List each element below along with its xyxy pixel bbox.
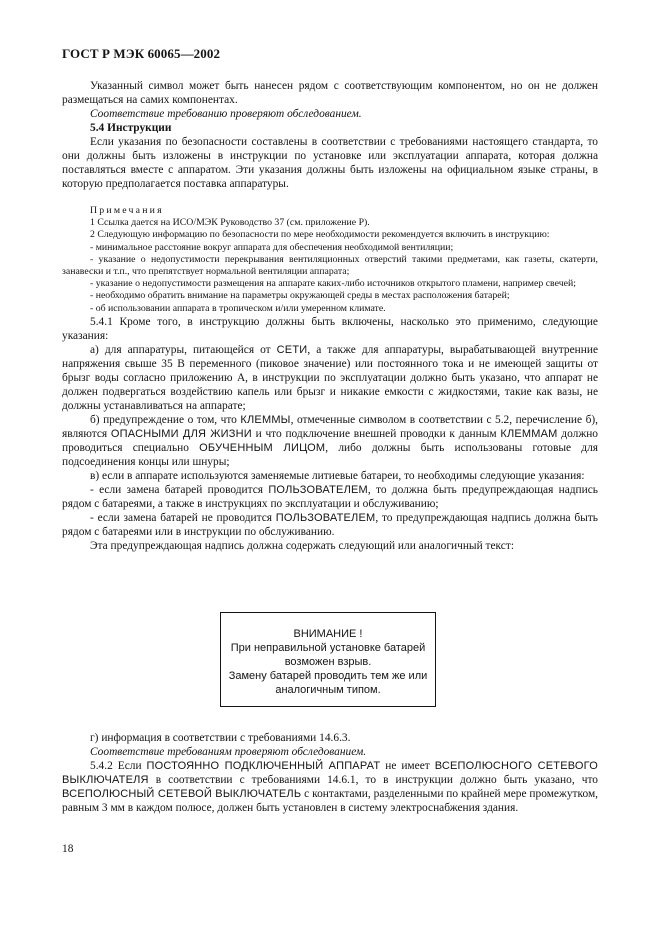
warning-line: аналогичным типом. xyxy=(275,684,381,696)
instructions-paragraph: Если указания по безопасности составлены в соответствии с требованиями настоящего стандарта, то они должны быть изложены в инструкции по установке или эксплуатации аппарата, которая должна поставляться вместе с аппаратом. Эти указания должны быть изложены на официальном языке страны, в которую предполагается поставка аппаратуры. xyxy=(62,136,598,190)
warning-line: При неправильной установке батарей xyxy=(230,642,426,654)
note-item: - об использовании аппарата в тропическом и/или умеренном климате. xyxy=(90,302,386,314)
item-v-dash-2: - если замена батарей не проводится ПОЛЬЗОВАТЕЛЕМ, то предупреждающая надпись должна быть рядом с батареями или в инструкции по обслуживанию. xyxy=(62,511,598,538)
term-instructed-person: ОБУЧЕННЫМ ЛИЦОМ xyxy=(199,441,326,454)
note-1: 1 Ссылка дается на ИСО/МЭК Руководство 37 (см. приложение Р). xyxy=(90,217,370,229)
page-number: 18 xyxy=(62,843,74,855)
upper-text-block xyxy=(62,79,598,553)
note-item: - необходимо обратить внимание на параметры окружающей среды в местах расположения батарей; xyxy=(90,290,510,302)
item-v: в) если в аппарате используются заменяемые литиевые батареи, то необходимы следующие указания: xyxy=(90,469,585,482)
paragraph-5-4-2: 5.4.2 Если ПОСТОЯННО ПОДКЛЮЧЕННЫЙ АППАРАТ не имеет ВСЕПОЛЮСНОГО СЕТЕВОГО ВЫКЛЮЧАТЕЛЯ в соответствии с требованиями 14.6.1, то в инструкции должно быть указано, что ВСЕПОЛЮСНЫЙ СЕТЕВОЙ ВЫКЛЮЧАТЕЛЬ с контактами, разделенными по крайней мере промежутком, равным 3 мм в каждом полюсе, должен быть установлен в систему электроснабжения здания. xyxy=(62,760,598,814)
symbol-paragraph: Указанный символ может быть нанесен рядом с соответствующим компонентом, но он не должен размещаться на самих компонентах. xyxy=(62,80,598,106)
term-permanently-connected: ПОСТОЯННО ПОДКЛЮЧЕННЫЙ АППАРАТ xyxy=(146,760,381,772)
note-2: 2 Следующую информацию по безопасности по мере необходимости рекомендуется включить в инструкцию: xyxy=(90,229,550,241)
item-g: г) информация в соответствии с требованиями 14.6.3. xyxy=(90,732,351,744)
notes-title: Примечания xyxy=(90,205,164,216)
warning-intro: Эта предупреждающая надпись должна содержать следующий или аналогичный текст: xyxy=(90,539,515,552)
warning-title: ВНИМАНИЕ ! xyxy=(293,628,363,640)
term-terminals: КЛЕММЫ xyxy=(240,413,291,426)
term-user: ПОЛЬЗОВАТЕЛЕМ xyxy=(268,483,368,496)
term-hazardous-live: ОПАСНЫМИ ДЛЯ ЖИЗНИ xyxy=(110,427,252,440)
note-item: - указание о недопустимости размещения на аппарате каких-либо источников открытого пламени, например свечей; xyxy=(90,278,576,290)
section-heading-5-4: 5.4 Инструкции xyxy=(90,122,172,134)
item-b: б) предупреждение о том, что КЛЕММЫ, отмеченные символом в соответствии с 5.2, перечисление б), являются ОПАСНЫМИ ДЛЯ ЖИЗНИ и что подключение внешней проводки к данным КЛЕММАМ должно проводиться специально ОБУЧЕННЫМ ЛИЦОМ, либо должны быть использованы готовые для подсоединения концы или шнуры; xyxy=(62,413,599,468)
standard-header: ГОСТ Р МЭК 60065—2002 xyxy=(62,46,221,61)
warning-line: Замену батарей проводить тем же или xyxy=(228,670,428,682)
term-mains: СЕТИ xyxy=(276,343,308,356)
term-user: ПОЛЬЗОВАТЕЛЕМ xyxy=(275,511,376,524)
lower-text-block xyxy=(62,731,598,815)
term-all-pole-switch-nom: ВСЕПОЛЮСНЫЙ СЕТЕВОЙ ВЫКЛЮЧАТЕЛЬ xyxy=(62,788,302,800)
item-v-dash-1: - если замена батарей проводится ПОЛЬЗОВАТЕЛЕМ, то должна быть предупреждающая надпись рядом с батареями, а также в инструкциях по эксплуатации и обслуживанию; xyxy=(62,483,598,510)
term-terminals-dative: КЛЕММАМ xyxy=(500,427,558,440)
item-a: а) для аппаратуры, питающейся от СЕТИ, а также для аппаратуры, вырабатывающей внутренние напряжения свыше 35 В переменного (пиковое значение) или постоянного тока и не имеющей защиты от брызг воды согласно приложению А, в инструкции по эксплуатации должно быть указано, что аппарат не должен подвергаться воздействию капель или брызг и никакие емкости с жидкостями, такие как вазы, не должны устанавливаться на аппарате; xyxy=(62,343,598,412)
warning-line: возможен взрыв. xyxy=(284,656,372,668)
notes-block xyxy=(62,205,598,315)
compliance-note: Соответствие требованиям проверяют обследованием. xyxy=(90,746,367,758)
term-all-pole-switch: ВСЕПОЛЮСНОГО СЕТЕВОГО ВЫКЛЮЧАТЕЛЯ xyxy=(62,760,598,786)
note-item: - указание о недопустимости перекрывания вентиляционных отверстий такими предметами, как газеты, скатерти, занавески и т.п., что препятствует нормальной вентиляции аппарата; xyxy=(62,253,598,278)
paragraph-5-4-1: 5.4.1 Кроме того, в инструкцию должны быть включены, насколько это применимо, следующие указания: xyxy=(62,315,598,342)
compliance-note: Соответствие требованию проверяют обследованием. xyxy=(90,108,362,120)
note-item: - минимальное расстояние вокруг аппарата для обеспечения необходимой вентиляции; xyxy=(90,241,454,253)
warning-label-box xyxy=(220,612,436,707)
